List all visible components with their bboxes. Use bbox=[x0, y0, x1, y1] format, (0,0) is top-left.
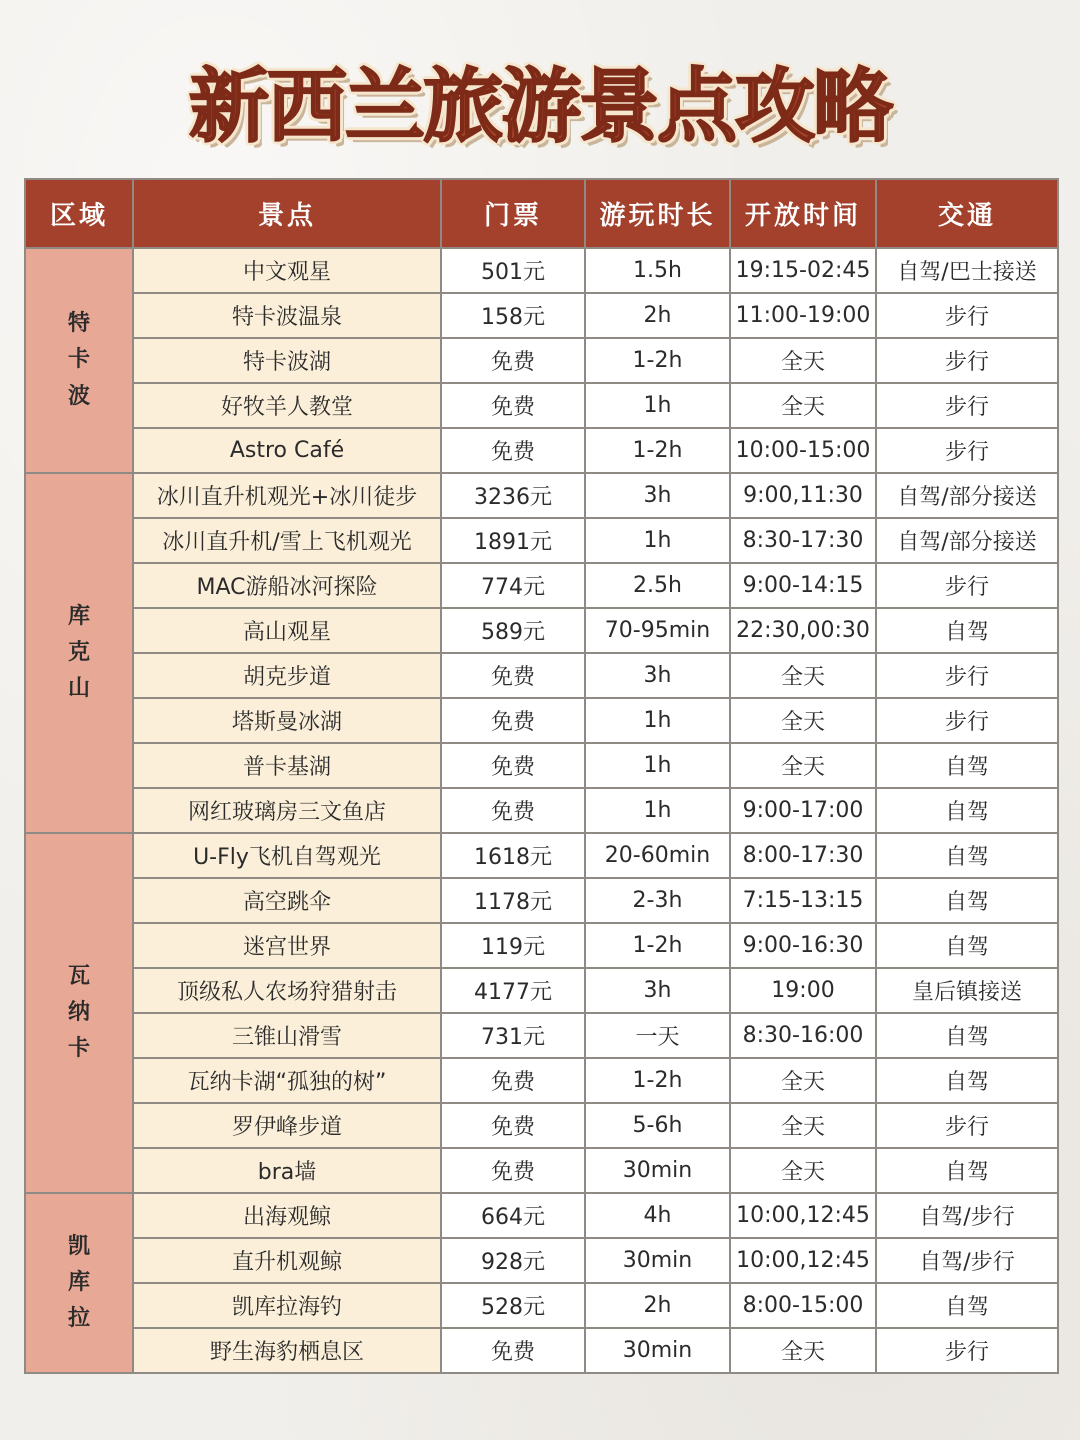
opening-hours: 全天 bbox=[730, 1328, 876, 1373]
transport: 步行 bbox=[876, 698, 1058, 743]
spot-name: 冰川直升机观光+冰川徒步 bbox=[133, 473, 441, 518]
spot-name: 凯库拉海钓 bbox=[133, 1283, 441, 1328]
spot-name: 迷宫世界 bbox=[133, 923, 441, 968]
ticket-price: 免费 bbox=[441, 698, 585, 743]
table-row bbox=[25, 563, 1058, 608]
ticket-price: 3236元 bbox=[441, 473, 585, 518]
ticket-price: 1891元 bbox=[441, 518, 585, 563]
transport: 自驾 bbox=[876, 923, 1058, 968]
table-row bbox=[25, 1103, 1058, 1148]
ticket-price: 免费 bbox=[441, 743, 585, 788]
transport: 步行 bbox=[876, 383, 1058, 428]
table-row bbox=[25, 788, 1058, 833]
duration: 2.5h bbox=[585, 563, 730, 608]
duration: 2h bbox=[585, 1283, 730, 1328]
transport: 自驾/部分接送 bbox=[876, 518, 1058, 563]
spot-name: 塔斯曼冰湖 bbox=[133, 698, 441, 743]
ticket-price: 664元 bbox=[441, 1193, 585, 1238]
opening-hours: 全天 bbox=[730, 1058, 876, 1103]
opening-hours: 9:00-14:15 bbox=[730, 563, 876, 608]
table-row bbox=[25, 248, 1058, 293]
spot-name: 瓦纳卡湖“孤独的树” bbox=[133, 1058, 441, 1103]
transport: 步行 bbox=[876, 563, 1058, 608]
opening-hours: 全天 bbox=[730, 1103, 876, 1148]
opening-hours: 19:15-02:45 bbox=[730, 248, 876, 293]
table-row bbox=[25, 1058, 1058, 1103]
opening-hours: 全天 bbox=[730, 383, 876, 428]
spot-name: 冰川直升机/雪上飞机观光 bbox=[133, 518, 441, 563]
ticket-price: 528元 bbox=[441, 1283, 585, 1328]
table-row bbox=[25, 383, 1058, 428]
transport: 步行 bbox=[876, 428, 1058, 473]
table-row bbox=[25, 608, 1058, 653]
table-row bbox=[25, 1283, 1058, 1328]
ticket-price: 免费 bbox=[441, 788, 585, 833]
duration: 2h bbox=[585, 293, 730, 338]
transport: 步行 bbox=[876, 1328, 1058, 1373]
ticket-price: 589元 bbox=[441, 608, 585, 653]
table-row bbox=[25, 1238, 1058, 1283]
opening-hours: 11:00-19:00 bbox=[730, 293, 876, 338]
transport: 自驾/部分接送 bbox=[876, 473, 1058, 518]
duration: 20-60min bbox=[585, 833, 730, 878]
ticket-price: 158元 bbox=[441, 293, 585, 338]
spot-name: 高山观星 bbox=[133, 608, 441, 653]
region-cell: 瓦 纳 卡 bbox=[25, 833, 133, 1193]
opening-hours: 全天 bbox=[730, 338, 876, 383]
duration: 30min bbox=[585, 1148, 730, 1193]
opening-hours: 全天 bbox=[730, 743, 876, 788]
transport: 自驾 bbox=[876, 878, 1058, 923]
spot-name: 直升机观鲸 bbox=[133, 1238, 441, 1283]
transport: 自驾/步行 bbox=[876, 1193, 1058, 1238]
opening-hours: 8:00-17:30 bbox=[730, 833, 876, 878]
table-row bbox=[25, 743, 1058, 788]
duration: 1h bbox=[585, 698, 730, 743]
spot-name: MAC游船冰河探险 bbox=[133, 563, 441, 608]
opening-hours: 9:00-16:30 bbox=[730, 923, 876, 968]
header-duration: 游玩时长 bbox=[585, 179, 730, 248]
opening-hours: 全天 bbox=[730, 1148, 876, 1193]
opening-hours: 10:00-15:00 bbox=[730, 428, 876, 473]
transport: 步行 bbox=[876, 293, 1058, 338]
transport: 自驾 bbox=[876, 608, 1058, 653]
duration: 3h bbox=[585, 968, 730, 1013]
header-region: 区域 bbox=[25, 179, 133, 248]
ticket-price: 免费 bbox=[441, 1148, 585, 1193]
spot-name: 好牧羊人教堂 bbox=[133, 383, 441, 428]
transport: 自驾 bbox=[876, 788, 1058, 833]
ticket-price: 4177元 bbox=[441, 968, 585, 1013]
table-row bbox=[25, 923, 1058, 968]
duration: 1h bbox=[585, 788, 730, 833]
ticket-price: 731元 bbox=[441, 1013, 585, 1058]
ticket-price: 免费 bbox=[441, 653, 585, 698]
transport: 自驾 bbox=[876, 1283, 1058, 1328]
opening-hours: 全天 bbox=[730, 653, 876, 698]
table-row bbox=[25, 1013, 1058, 1058]
table-row bbox=[25, 293, 1058, 338]
attractions-table bbox=[24, 178, 1059, 1374]
ticket-price: 免费 bbox=[441, 338, 585, 383]
duration: 1-2h bbox=[585, 923, 730, 968]
spot-name: U-Fly飞机自驾观光 bbox=[133, 833, 441, 878]
opening-hours: 全天 bbox=[730, 698, 876, 743]
table-row bbox=[25, 968, 1058, 1013]
title-container bbox=[0, 52, 1080, 162]
duration: 1h bbox=[585, 383, 730, 428]
opening-hours: 8:30-17:30 bbox=[730, 518, 876, 563]
header-spot: 景点 bbox=[133, 179, 441, 248]
header-row bbox=[25, 179, 1058, 248]
opening-hours: 10:00,12:45 bbox=[730, 1238, 876, 1283]
duration: 一天 bbox=[585, 1013, 730, 1058]
duration: 1-2h bbox=[585, 428, 730, 473]
region-cell: 特 卡 波 bbox=[25, 248, 133, 473]
spot-name: 普卡基湖 bbox=[133, 743, 441, 788]
transport: 自驾 bbox=[876, 743, 1058, 788]
region-cell: 库 克 山 bbox=[25, 473, 133, 833]
duration: 1h bbox=[585, 743, 730, 788]
ticket-price: 免费 bbox=[441, 1058, 585, 1103]
opening-hours: 8:00-15:00 bbox=[730, 1283, 876, 1328]
table-row bbox=[25, 878, 1058, 923]
transport: 步行 bbox=[876, 653, 1058, 698]
spot-name: 顶级私人农场狩猎射击 bbox=[133, 968, 441, 1013]
duration: 30min bbox=[585, 1238, 730, 1283]
duration: 1-2h bbox=[585, 1058, 730, 1103]
spot-name: 网红玻璃房三文鱼店 bbox=[133, 788, 441, 833]
table-row bbox=[25, 653, 1058, 698]
ticket-price: 774元 bbox=[441, 563, 585, 608]
ticket-price: 1618元 bbox=[441, 833, 585, 878]
duration: 4h bbox=[585, 1193, 730, 1238]
transport: 自驾/步行 bbox=[876, 1238, 1058, 1283]
header-transport: 交通 bbox=[876, 179, 1058, 248]
ticket-price: 免费 bbox=[441, 1328, 585, 1373]
table-row bbox=[25, 1148, 1058, 1193]
ticket-price: 1178元 bbox=[441, 878, 585, 923]
header-ticket: 门票 bbox=[441, 179, 585, 248]
spot-name: 罗伊峰步道 bbox=[133, 1103, 441, 1148]
ticket-price: 免费 bbox=[441, 428, 585, 473]
table-header bbox=[25, 179, 1058, 248]
duration: 3h bbox=[585, 653, 730, 698]
duration: 2-3h bbox=[585, 878, 730, 923]
transport: 皇后镇接送 bbox=[876, 968, 1058, 1013]
table-row bbox=[25, 1193, 1058, 1238]
ticket-price: 119元 bbox=[441, 923, 585, 968]
duration: 3h bbox=[585, 473, 730, 518]
table-row bbox=[25, 428, 1058, 473]
transport: 自驾 bbox=[876, 1013, 1058, 1058]
transport: 自驾 bbox=[876, 1058, 1058, 1103]
table-row bbox=[25, 698, 1058, 743]
transport: 自驾 bbox=[876, 833, 1058, 878]
opening-hours: 22:30,00:30 bbox=[730, 608, 876, 653]
duration: 70-95min bbox=[585, 608, 730, 653]
opening-hours: 9:00-17:00 bbox=[730, 788, 876, 833]
spot-name: 特卡波湖 bbox=[133, 338, 441, 383]
spot-name: bra墙 bbox=[133, 1148, 441, 1193]
opening-hours: 19:00 bbox=[730, 968, 876, 1013]
spot-name: 高空跳伞 bbox=[133, 878, 441, 923]
duration: 1.5h bbox=[585, 248, 730, 293]
header-opening-hours: 开放时间 bbox=[730, 179, 876, 248]
transport: 步行 bbox=[876, 338, 1058, 383]
page-title: 新西兰旅游景点攻略 bbox=[189, 60, 891, 153]
table-row bbox=[25, 518, 1058, 563]
table-body bbox=[25, 248, 1058, 1373]
opening-hours: 9:00,11:30 bbox=[730, 473, 876, 518]
transport: 自驾/巴士接送 bbox=[876, 248, 1058, 293]
opening-hours: 8:30-16:00 bbox=[730, 1013, 876, 1058]
duration: 1-2h bbox=[585, 338, 730, 383]
spot-name: 三锥山滑雪 bbox=[133, 1013, 441, 1058]
spot-name: Astro Café bbox=[133, 428, 441, 473]
ticket-price: 免费 bbox=[441, 1103, 585, 1148]
table-row bbox=[25, 473, 1058, 518]
duration: 30min bbox=[585, 1328, 730, 1373]
spot-name: 中文观星 bbox=[133, 248, 441, 293]
ticket-price: 928元 bbox=[441, 1238, 585, 1283]
duration: 1h bbox=[585, 518, 730, 563]
region-cell: 凯 库 拉 bbox=[25, 1193, 133, 1373]
table-row bbox=[25, 1328, 1058, 1373]
spot-name: 特卡波温泉 bbox=[133, 293, 441, 338]
transport: 步行 bbox=[876, 1103, 1058, 1148]
ticket-price: 免费 bbox=[441, 383, 585, 428]
opening-hours: 7:15-13:15 bbox=[730, 878, 876, 923]
transport: 自驾 bbox=[876, 1148, 1058, 1193]
duration: 5-6h bbox=[585, 1103, 730, 1148]
ticket-price: 501元 bbox=[441, 248, 585, 293]
table-row bbox=[25, 338, 1058, 383]
spot-name: 出海观鲸 bbox=[133, 1193, 441, 1238]
spot-name: 胡克步道 bbox=[133, 653, 441, 698]
spot-name: 野生海豹栖息区 bbox=[133, 1328, 441, 1373]
table-row bbox=[25, 833, 1058, 878]
opening-hours: 10:00,12:45 bbox=[730, 1193, 876, 1238]
